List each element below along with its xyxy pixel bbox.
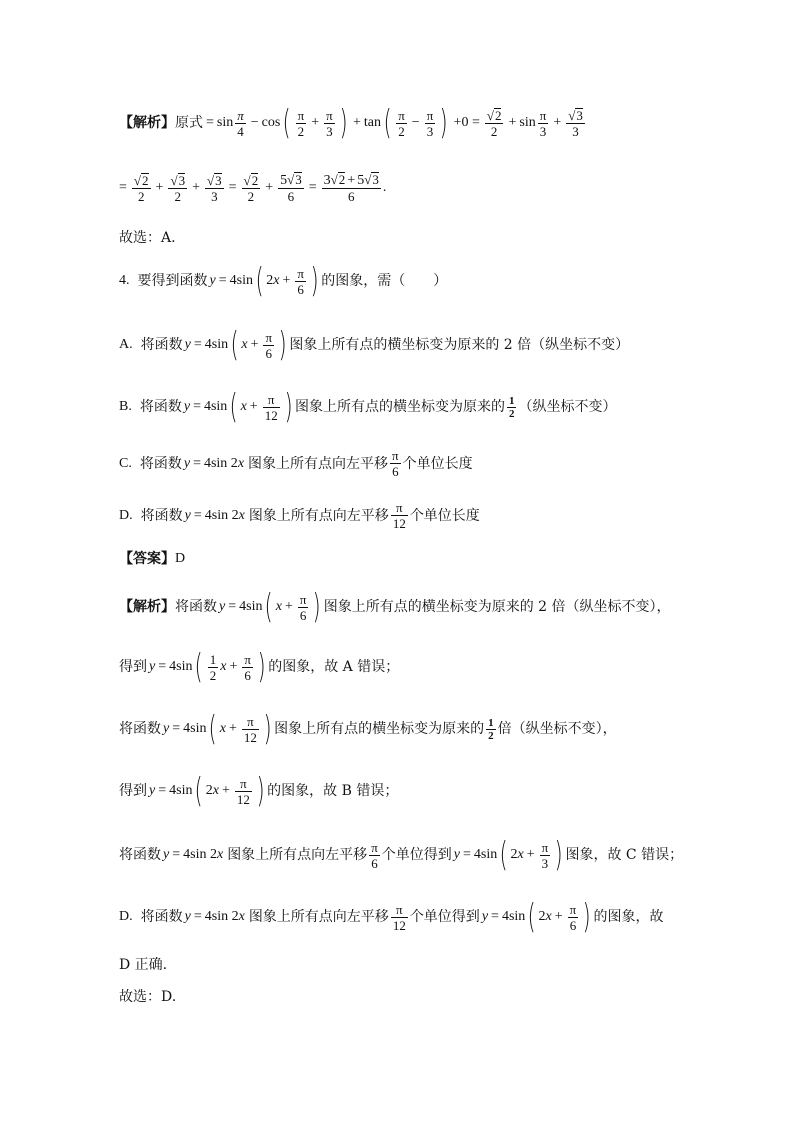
- variable: y: [149, 783, 156, 798]
- fraction-numerator: π: [267, 391, 275, 407]
- math-element: 4sin 2: [183, 847, 217, 862]
- radicand: 3: [178, 172, 186, 188]
- operator: +: [508, 115, 517, 130]
- text-segment: 的图象，需（ ）: [321, 273, 448, 289]
- math-element: 4sin 2: [203, 455, 238, 471]
- fraction-numerator: π: [396, 500, 403, 515]
- operator: =: [193, 455, 201, 471]
- fraction-numerator: π: [426, 107, 434, 123]
- math-element: 5: [357, 173, 365, 188]
- fraction-numerator: [278, 172, 304, 188]
- fraction-denominator: 2: [297, 123, 305, 139]
- text-segment: 图象上所有点的横坐标变为原来的: [274, 721, 485, 737]
- fraction-denominator: 6: [265, 345, 273, 361]
- math-element: C.: [119, 455, 132, 471]
- text-segment: 的图象，故: [593, 909, 664, 925]
- square-root: [134, 173, 149, 188]
- text-segment: 图象上所有点的横坐标变为原来的 2 倍（纵坐标不变），: [323, 599, 671, 615]
- explanation-b2: [119, 771, 399, 811]
- math-element: 4sin 2: [204, 909, 239, 924]
- fraction-numerator: [132, 173, 151, 188]
- operator: =: [172, 721, 181, 736]
- plus-zero-equals: +0 =: [453, 115, 480, 130]
- right-parenthesis: ): [263, 709, 272, 749]
- fraction-denominator: 3: [426, 123, 434, 139]
- tan-argument: [381, 103, 451, 143]
- text-segment: 的图象，故 A 错误；: [268, 659, 400, 675]
- fraction-denominator: 3: [541, 855, 549, 871]
- minus-sign: −: [250, 115, 259, 130]
- math-element: 2: [205, 783, 213, 798]
- fraction-numerator: [168, 173, 187, 188]
- original-expression-label: 原式: [175, 115, 203, 131]
- fraction-denominator: 2: [174, 188, 182, 204]
- radicand: 3: [215, 172, 222, 188]
- fraction-numerator: [322, 172, 381, 188]
- radical-sign: √: [486, 107, 494, 123]
- text-segment: 将函数: [119, 847, 161, 863]
- left-parenthesis: (: [282, 103, 291, 143]
- math-element: 4sin: [473, 847, 498, 862]
- math-element: 4sin: [169, 659, 193, 674]
- plus-sign: +: [352, 115, 361, 130]
- math-element: sin: [519, 115, 536, 130]
- fraction-pi-over-3: [538, 108, 549, 139]
- operator: +: [155, 180, 164, 195]
- text-segment: 倍（纵坐标不变），: [497, 721, 617, 737]
- math-element: 4sin: [239, 599, 263, 614]
- radicand: 2: [338, 172, 346, 187]
- variable: x: [219, 721, 226, 736]
- fraction-denominator: 6: [244, 667, 251, 683]
- right-parenthesis: ): [257, 647, 266, 687]
- parenthesized-expression: [192, 647, 268, 687]
- fraction-denominator: 2: [247, 188, 255, 204]
- fraction: [242, 652, 253, 683]
- text-segment: 得到: [119, 659, 147, 675]
- math-element: 4sin: [501, 909, 526, 924]
- fraction: [391, 500, 408, 531]
- text-segment: 个单位长度: [409, 507, 480, 524]
- fraction-denominator: 3: [539, 123, 547, 139]
- operator: =: [172, 847, 181, 862]
- square-root: [207, 173, 222, 188]
- fraction: [390, 448, 401, 479]
- left-parenthesis: (: [499, 835, 508, 875]
- fraction: [396, 108, 407, 139]
- operator: +: [526, 847, 535, 862]
- right-parenthesis: ): [256, 771, 265, 811]
- math-element: 4sin: [229, 273, 253, 288]
- operator: =: [119, 180, 127, 195]
- fraction: [132, 173, 151, 204]
- cos-argument: [280, 103, 350, 143]
- variable: y: [209, 273, 216, 288]
- radicand: 2: [142, 172, 149, 188]
- fraction-numerator: π: [244, 651, 251, 667]
- fraction-denominator: 3: [326, 123, 333, 139]
- math-element: 2: [538, 909, 546, 924]
- radical-sign: √: [364, 172, 372, 187]
- parenthesized-expression: [228, 325, 289, 365]
- radical-sign: √: [170, 172, 178, 188]
- fraction-denominator: 6: [299, 607, 307, 623]
- explanation-a2: [119, 647, 400, 687]
- variable: x: [212, 783, 219, 798]
- fraction: [278, 172, 304, 204]
- radicand: 3: [295, 172, 302, 187]
- fraction: [295, 266, 306, 297]
- fraction-numerator: π: [297, 265, 304, 281]
- fraction: [540, 840, 551, 871]
- fraction-denominator: 4: [237, 123, 244, 139]
- math-element: D: [175, 551, 186, 566]
- variable: y: [453, 847, 460, 862]
- operator: +: [192, 180, 200, 195]
- radical-sign: √: [133, 172, 142, 188]
- variable: x: [241, 337, 248, 352]
- sin-function: sin: [216, 115, 234, 130]
- square-root: [170, 173, 185, 188]
- variable: y: [184, 507, 191, 523]
- text-segment: 要得到函数: [137, 273, 208, 289]
- cos-function: cos: [261, 115, 281, 130]
- variable: y: [149, 659, 156, 674]
- fraction-numerator: 1: [209, 651, 217, 667]
- text-segment: 将函数: [139, 455, 182, 472]
- fraction: [324, 108, 335, 139]
- explanation-a1: [119, 587, 671, 627]
- fraction: [322, 172, 381, 204]
- text-segment: （纵坐标不变）: [518, 399, 617, 415]
- parenthesized-expression: [192, 771, 267, 811]
- variable: y: [481, 909, 489, 924]
- variable: y: [183, 399, 191, 414]
- text-segment: 【解析】: [119, 599, 175, 615]
- text-segment: 图象上所有点向左平移: [248, 507, 389, 524]
- fraction-denominator: 6: [287, 189, 295, 204]
- math-element: 2: [266, 273, 274, 288]
- explanation-d-cont: [119, 958, 167, 972]
- right-parenthesis: ): [439, 103, 448, 143]
- text-segment: 将函数: [140, 507, 183, 524]
- fraction-numerator: π: [398, 107, 405, 123]
- text-segment: 得到: [119, 783, 147, 799]
- variable: y: [163, 847, 170, 862]
- square-root: [331, 172, 346, 187]
- math-element: .: [382, 180, 387, 195]
- fraction-numerator: 1: [508, 394, 515, 407]
- operator: +: [554, 909, 563, 924]
- left-parenthesis: (: [527, 897, 536, 937]
- text-segment: 图象上所有点向左平移: [248, 909, 389, 925]
- math-element: 4.: [119, 273, 130, 288]
- fraction: [296, 108, 307, 139]
- fraction-numerator: π: [299, 591, 307, 607]
- operator: =: [193, 507, 202, 523]
- radical-sign: √: [568, 107, 576, 123]
- tan-function: tan: [363, 115, 381, 130]
- right-parenthesis: ): [554, 835, 563, 875]
- fraction: [242, 714, 259, 745]
- square-root: [244, 173, 259, 188]
- radicand: 2: [494, 107, 502, 123]
- operator: +: [282, 273, 291, 288]
- fraction-denominator: 12: [236, 791, 250, 807]
- parenthesized-expression: [206, 709, 274, 749]
- square-root: [364, 172, 379, 187]
- parenthesized-expression: [525, 897, 593, 937]
- fraction: [568, 902, 579, 933]
- fraction-numerator: [205, 173, 224, 188]
- fraction: [507, 395, 517, 420]
- text-segment: 图象上所有点向左平移: [227, 847, 368, 863]
- square-root: [568, 108, 583, 123]
- variable: x: [273, 273, 280, 288]
- fraction-denominator: 12: [392, 917, 406, 933]
- variable: x: [237, 455, 245, 471]
- option-a: [119, 325, 630, 365]
- fraction-numerator: π: [237, 107, 244, 123]
- operator: +: [553, 115, 562, 130]
- left-parenthesis: (: [255, 261, 264, 301]
- operator: =: [193, 909, 202, 924]
- fraction-denominator: 2: [508, 407, 515, 420]
- option-d: [119, 500, 480, 531]
- operator: =: [193, 337, 202, 352]
- variable: x: [240, 399, 247, 414]
- operator: =: [193, 399, 201, 414]
- fraction-denominator: 3: [572, 123, 579, 139]
- fraction-numerator: π: [539, 107, 547, 123]
- fraction-denominator: 2: [398, 123, 405, 139]
- variable: x: [517, 847, 524, 862]
- text-segment: 图象上所有点的横坐标变为原来的: [294, 399, 505, 415]
- fraction-denominator: 12: [264, 407, 278, 423]
- fraction-denominator: 2: [488, 729, 494, 742]
- fraction-numerator: π: [297, 107, 305, 123]
- variable: y: [183, 455, 191, 471]
- text-segment: 故选：D.: [119, 989, 177, 1005]
- math-element: 4sin: [169, 783, 193, 798]
- left-parenthesis: (: [229, 387, 238, 427]
- math-element: B.: [119, 399, 132, 414]
- variable: y: [219, 599, 226, 614]
- fraction-denominator: 6: [297, 281, 304, 297]
- text-segment: 个单位得到: [409, 909, 480, 925]
- operator: =: [158, 783, 167, 798]
- text-segment: 将函数: [140, 337, 183, 353]
- variable: x: [238, 909, 245, 924]
- math-element: 3: [323, 173, 331, 188]
- right-parenthesis: ): [278, 325, 287, 365]
- parenthesized-expression: [497, 835, 565, 875]
- math-element: 4sin 2: [204, 507, 239, 523]
- text-segment: 图象，故 C 错误；: [565, 847, 684, 863]
- fraction: [486, 717, 496, 742]
- operator: =: [218, 273, 227, 288]
- left-parenthesis: (: [195, 647, 204, 687]
- fraction: [168, 173, 187, 204]
- operator: +: [311, 115, 320, 130]
- fraction-numerator: π: [396, 901, 403, 917]
- equals-sign: =: [206, 115, 214, 130]
- fraction: [205, 173, 224, 204]
- operator: +: [228, 721, 237, 736]
- operator: +: [229, 659, 238, 674]
- text-segment: 故选：A.: [119, 230, 176, 246]
- left-parenthesis: (: [209, 709, 218, 749]
- math-element: D.: [119, 507, 133, 523]
- left-parenthesis: (: [265, 587, 274, 627]
- parenthesized-expression: [262, 587, 323, 627]
- fraction-denominator: 2: [137, 188, 145, 204]
- radicand: 3: [372, 172, 379, 187]
- fraction: [263, 392, 280, 423]
- final-choice-line: [119, 990, 176, 1004]
- fraction: [263, 330, 274, 361]
- fraction-denominator: 6: [569, 917, 577, 933]
- text-segment: 的图象，故 B 错误；: [267, 783, 399, 799]
- operator: +: [250, 337, 259, 352]
- left-parenthesis: (: [383, 103, 392, 143]
- fraction-pi-over-4: [235, 108, 246, 139]
- math-element: A.: [119, 337, 133, 352]
- fraction-denominator: 3: [211, 188, 218, 204]
- right-parenthesis: ): [313, 587, 322, 627]
- variable: x: [275, 599, 282, 614]
- fraction-numerator: π: [371, 839, 378, 855]
- math-element: 4sin: [204, 337, 229, 352]
- operator: +: [284, 599, 293, 614]
- question-4: [119, 261, 448, 301]
- math-element: 2: [510, 847, 518, 862]
- text-segment: 图象上所有点向左平移: [248, 455, 389, 472]
- option-c: [119, 448, 473, 479]
- fraction-numerator: π: [247, 713, 254, 729]
- radical-sign: √: [330, 172, 338, 187]
- parenthesized-expression: [227, 387, 295, 427]
- answer-line: [119, 552, 185, 566]
- fraction: [391, 902, 408, 933]
- explanation-c: [119, 835, 684, 875]
- math-element: D.: [119, 909, 133, 924]
- option-b: [119, 387, 617, 427]
- text-segment: D 正确.: [119, 957, 168, 973]
- fraction-numerator: [566, 108, 585, 123]
- text-segment: 图象上所有点的横坐标变为原来的 2 倍（纵坐标不变）: [289, 337, 630, 353]
- math-element: 5: [280, 173, 288, 188]
- square-root: [487, 108, 502, 123]
- variable: x: [220, 659, 227, 674]
- text-segment: 将函数: [140, 909, 183, 925]
- fraction-numerator: π: [569, 901, 577, 917]
- left-parenthesis: (: [195, 771, 204, 811]
- radicand: 2: [251, 172, 259, 188]
- text-segment: 个单位得到: [381, 847, 452, 863]
- fraction-denominator: 2: [490, 123, 498, 139]
- fraction-numerator: [242, 173, 261, 188]
- fraction: [235, 776, 252, 807]
- fraction-denominator: 12: [392, 516, 406, 531]
- radicand: 3: [576, 107, 583, 123]
- operator: +: [249, 399, 258, 414]
- math-element: 4sin: [203, 399, 228, 414]
- fraction: [425, 108, 436, 139]
- fraction: [242, 173, 261, 204]
- text-segment: 个单位长度: [402, 455, 473, 472]
- fraction-numerator: [485, 108, 504, 123]
- explanation-b1: [119, 709, 617, 749]
- fraction-sqrt3-over-3: [566, 108, 585, 139]
- variable: x: [216, 847, 224, 862]
- choice-a-line: [119, 231, 176, 245]
- fraction: [208, 652, 219, 683]
- operator: =: [228, 180, 237, 195]
- square-root: [287, 172, 302, 187]
- fraction-numerator: π: [265, 329, 273, 345]
- text-segment: 将函数: [175, 599, 217, 615]
- right-parenthesis: ): [284, 387, 293, 427]
- variable: y: [163, 721, 170, 736]
- fraction-denominator: 2: [209, 667, 217, 683]
- parenthesized-expression: [253, 261, 321, 301]
- solution-line-2: [119, 172, 386, 204]
- right-parenthesis: ): [310, 261, 319, 301]
- radical-sign: √: [287, 172, 295, 187]
- fraction: [298, 592, 309, 623]
- operator: +: [221, 783, 230, 798]
- variable: y: [184, 909, 191, 924]
- left-parenthesis: (: [230, 325, 239, 365]
- operator: =: [491, 909, 499, 924]
- fraction-numerator: 1: [488, 716, 494, 729]
- text-segment: 【答案】: [119, 551, 175, 567]
- operator: +: [265, 180, 274, 195]
- variable: x: [238, 507, 245, 523]
- right-parenthesis: ): [582, 897, 591, 937]
- operator: =: [462, 847, 471, 862]
- fraction-denominator: 6: [392, 464, 399, 479]
- explanation-d: [119, 897, 664, 937]
- fraction-sqrt2-over-2: [485, 108, 504, 139]
- fraction-denominator: 6: [347, 189, 355, 204]
- operator: =: [158, 659, 167, 674]
- solution-line-1: [119, 103, 587, 143]
- radical-sign: √: [243, 172, 251, 188]
- fraction-numerator: π: [541, 839, 549, 855]
- radical-sign: √: [207, 172, 215, 188]
- variable: x: [545, 909, 552, 924]
- fraction-numerator: π: [326, 107, 333, 123]
- analysis-label: 【解析】: [119, 115, 175, 131]
- fraction-denominator: 6: [371, 855, 378, 871]
- operator: =: [228, 599, 237, 614]
- fraction-numerator: π: [392, 448, 399, 463]
- text-segment: 将函数: [119, 721, 161, 737]
- operator: =: [308, 180, 317, 195]
- operator: −: [411, 115, 420, 130]
- fraction-denominator: 12: [243, 729, 257, 745]
- math-element: +: [347, 173, 356, 188]
- text-segment: 将函数: [139, 399, 182, 415]
- fraction-numerator: π: [240, 775, 247, 791]
- variable: y: [184, 337, 191, 352]
- fraction: [369, 840, 380, 871]
- right-parenthesis: ): [339, 103, 348, 143]
- math-element: 4sin: [183, 721, 207, 736]
